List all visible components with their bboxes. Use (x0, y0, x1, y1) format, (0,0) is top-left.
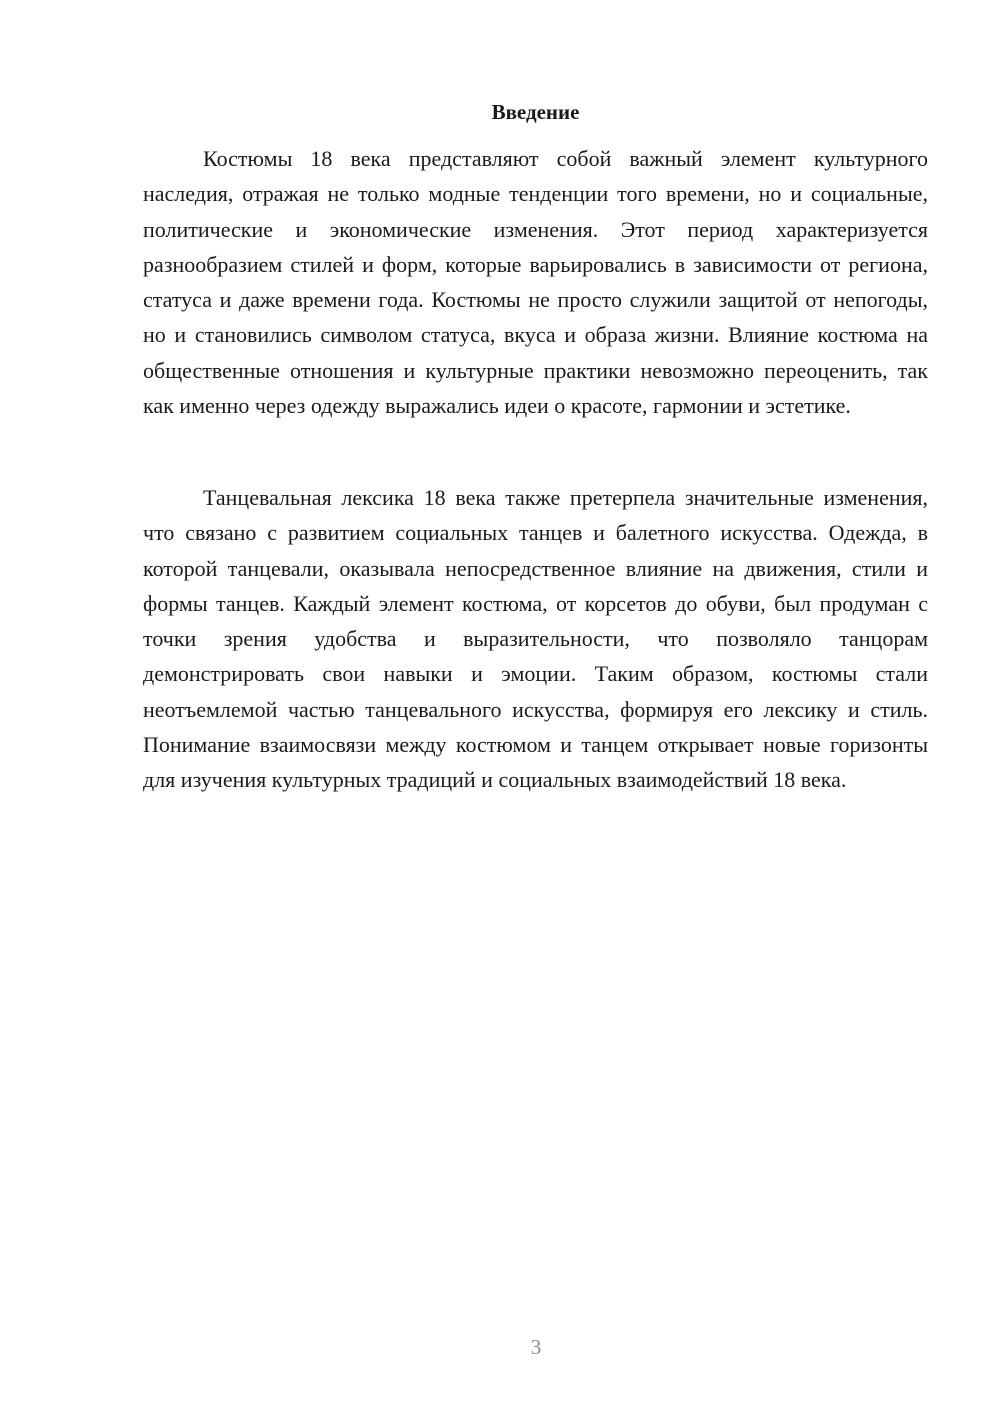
paragraph-intro-costumes: Костюмы 18 века представляют собой важный элемент культурного наследия, отражая не только модные тенденции того времени, но и социальные, политические и экономические изменения. Этот период характеризуется разнообразием стилей и форм, которые варьировались в зависимости от региона, статуса и даже времени года. Костюмы не просто служили защитой от непогоды, но и становились символом статуса, вкуса и образа жизни. Влияние костюма на общественные отношения и культурные практики невозможно переоценить, так как именно через одежду выражались идеи о красоте, гармонии и эстетике. (143, 146, 928, 419)
section-heading: Введение (491, 100, 580, 124)
page-number: 3 (530, 1335, 542, 1359)
paragraph-dance-lexicon: Танцевальная лексика 18 века также претерпела значительные изменения, что связано с развитием социальных танцев и балетного искусства. Одежда, в которой танцевали, оказывала непосредственное влияние на движения, стили и формы танцев. Каждый элемент костюма, от корсетов до обуви, был продуман с точки зрения удобства и выразительности, что позволяло танцорам демонстрировать свои навыки и эмоции. Таким образом, костюмы стали неотъемлемой частью танцевального искусства, формируя его лексику и стиль. Понимание взаимосвязи между костюмом и танцем открывает новые горизонты для изучения культурных традиций и социальных взаимодействий 18 века. (143, 485, 928, 793)
